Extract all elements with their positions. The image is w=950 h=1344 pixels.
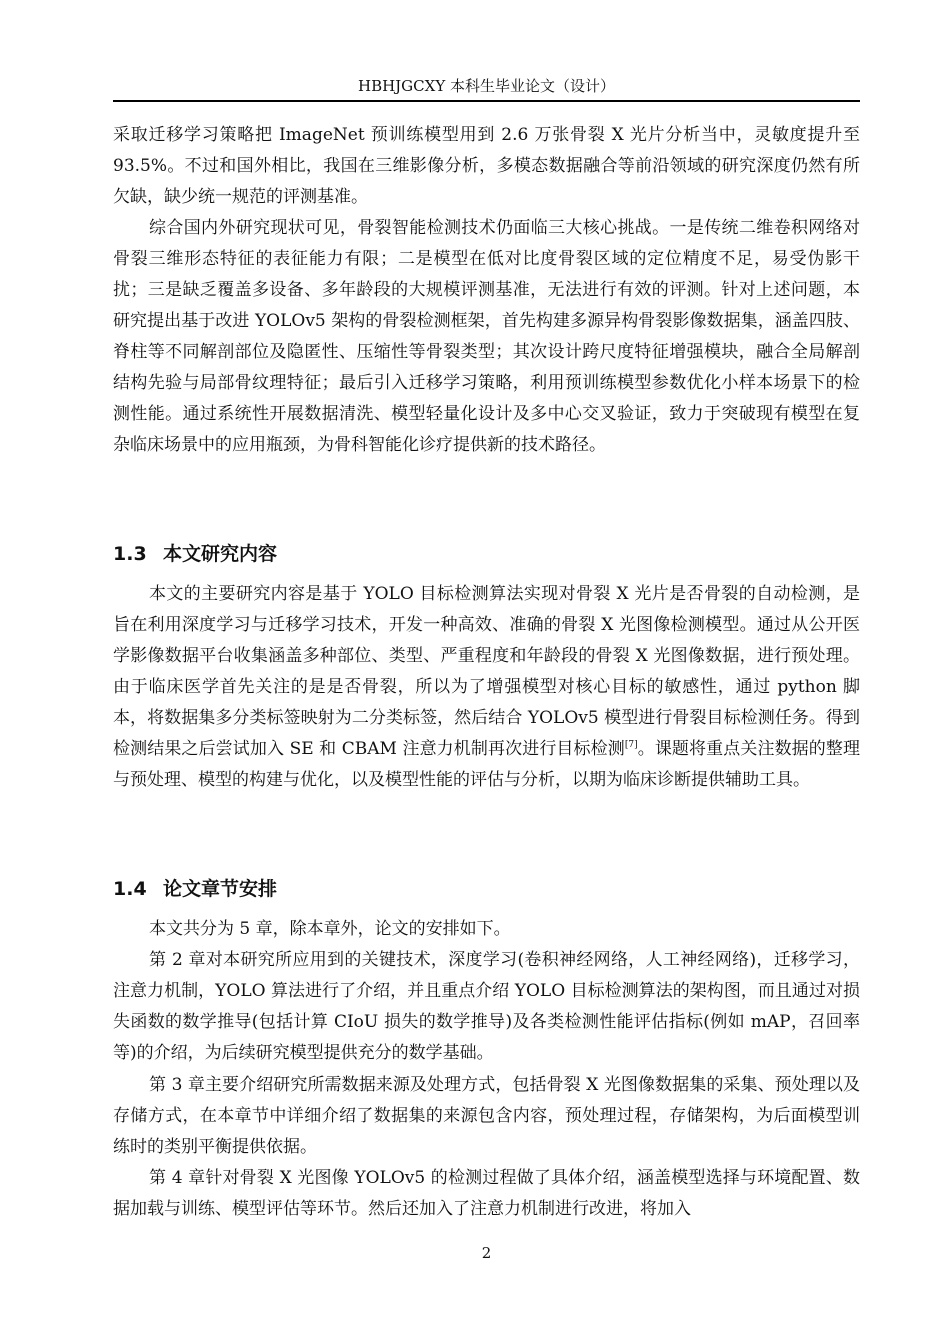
header-rule bbox=[113, 100, 860, 102]
page-number: 2 bbox=[481, 1244, 492, 1262]
paragraph-transfer-learning: 采取迁移学习策略把 ImageNet 预训练模型用到 2.6 万张骨裂 X 光片分析当中，灵敏度提升至 93.5%。不过和国外相比，我国在三维影像分析，多模态数据融合等前沿领域的研究深度仍然有所欠缺，缺少统一规范的评测基准。 bbox=[113, 125, 860, 207]
section-heading-1-4 bbox=[113, 876, 860, 902]
section-heading-1-3 bbox=[113, 541, 860, 567]
paragraph-text: 。课题将重点关注数据的整理与预处理、模型的构建与优化，以及模型性能的评估与分析，以期为临床诊断提供辅助工具。 bbox=[113, 739, 861, 790]
paragraph-text: 本文的主要研究内容是基于 YOLO 目标检测算法实现对骨裂 X 光片是否骨裂的自动检测，是旨在利用深度学习与迁移学习技术，开发一种高效、准确的骨裂 X 光图像检测模型。通过从公开医学影像数据平台收集涵盖多种部位、类型、严重程度和年龄段的骨裂 X 光图像数据，进行预处理。由于临床医学首先关注的是是否骨裂，所以为了增强模型对核心目标的敏感性，通过 python 脚本，将数据集多分类标签映射为二分类标签，然后结合 YOLOv5 模型进行骨裂目标检测任务。得到检测结果之后尝试加入 SE 和 CBAM 注意力机制再次进行目标检测 bbox=[113, 584, 860, 759]
paragraph-chapter-4: 第 4 章针对骨裂 X 光图像 YOLOv5 的检测过程做了具体介绍，涵盖模型选择与环境配置、数据加载与训练、模型评估等环节。然后还加入了注意力机制进行改进，将加入 bbox=[113, 1168, 860, 1219]
section-title: 论文章节安排 bbox=[163, 878, 278, 900]
paragraph-chapter-2: 第 2 章对本研究所应用到的关键技术，深度学习(卷积神经网络，人工神经网络)，迁移学习，注意力机制，YOLO 算法进行了介绍，并且重点介绍 YOLO 目标检测算法的架构图，而且通过对损失函数的数学推导(包括计算 CIoU 损失的数学推导)及各类检测性能评估指标(例如 mAP，召回率等)的介绍，为后续研究模型提供充分的数学基础。 bbox=[113, 950, 860, 1063]
paragraph-chapter-overview: 本文共分为 5 章，除本章外，论文的安排如下。 bbox=[149, 919, 511, 939]
citation-marker: [7] bbox=[624, 740, 638, 750]
section-title: 本文研究内容 bbox=[163, 543, 278, 565]
paragraph-research-content bbox=[113, 579, 860, 796]
section-number: 1.4 bbox=[113, 878, 147, 900]
paragraph-challenges: 综合国内外研究现状可见，骨裂智能检测技术仍面临三大核心挑战。一是传统二维卷积网络对骨裂三维形态特征的表征能力有限；二是模型在低对比度骨裂区域的定位精度不足，易受伪影干扰；三是缺乏覆盖多设备、多年龄段的大规模评测基准，无法进行有效的评测。针对上述问题，本研究提出基于改进 YOLOv5 架构的骨裂检测框架，首先构建多源异构骨裂影像数据集，涵盖四肢、脊柱等不同解剖部位及隐匿性、压缩性等骨裂类型；其次设计跨尺度特征增强模块，融合全局解剖结构先验与局部骨纹理特征；最后引入迁移学习策略，利用预训练模型参数优化小样本场景下的检测性能。通过系统性开展数据清洗、模型轻量化设计及多中心交叉验证，致力于突破现有模型在复杂临床场景中的应用瓶颈，为骨科智能化诊疗提供新的技术路径。 bbox=[113, 218, 860, 455]
paragraph-chapter-3: 第 3 章主要介绍研究所需数据来源及处理方式，包括骨裂 X 光图像数据集的采集、预处理以及存储方式，在本章节中详细介绍了数据集的来源包含内容，预处理过程，存储架构，为后面模型训练时的类别平衡提供依据。 bbox=[113, 1075, 860, 1157]
page-header: HBHJGCXY 本科生毕业论文（设计） bbox=[357, 77, 615, 95]
section-number: 1.3 bbox=[113, 543, 147, 565]
